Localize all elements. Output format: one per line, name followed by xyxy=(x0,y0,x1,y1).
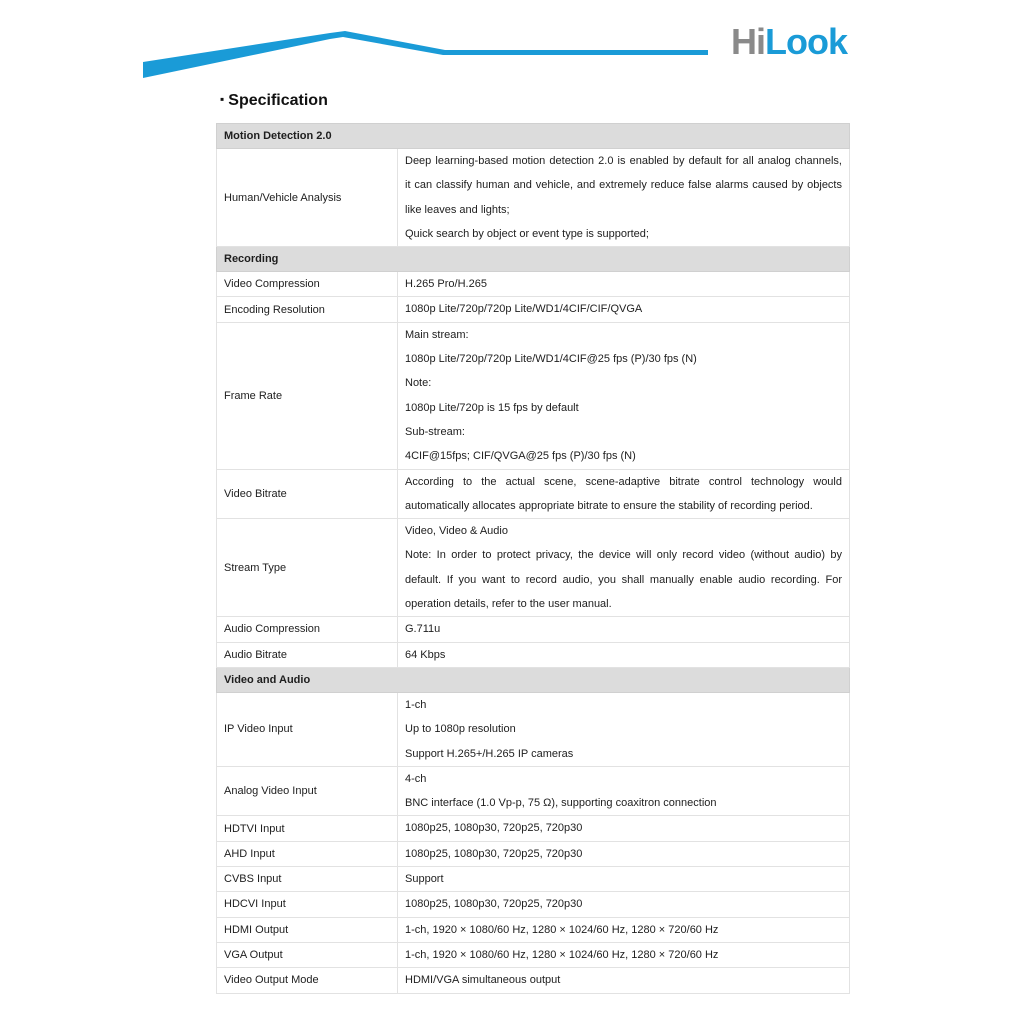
page-title: ▪ Specification xyxy=(220,92,328,109)
table-row xyxy=(217,519,850,617)
spec-value: 1-ch Up to 1080p resolution Support H.265+/H.265 IP cameras xyxy=(398,692,850,766)
section-header-motion-detection: Motion Detection 2.0 xyxy=(217,124,850,149)
table-row xyxy=(217,642,850,667)
spec-value: Video, Video & Audio Note: In order to protect privacy, the device will only record video (without audio) by default. If you want to record audio, you shall manually enable audio recording. For operation details, refer to the user manual. xyxy=(398,519,850,617)
spec-label: Video Bitrate xyxy=(217,469,398,519)
spec-value: 1-ch, 1920 × 1080/60 Hz, 1280 × 1024/60 Hz, 1280 × 720/60 Hz xyxy=(398,917,850,942)
specification-table xyxy=(216,123,850,994)
table-row xyxy=(217,968,850,993)
spec-label: HDCVI Input xyxy=(217,892,398,917)
spec-value: 4-ch BNC interface (1.0 Vp-p, 75 Ω), supporting coaxitron connection xyxy=(398,766,850,816)
table-row xyxy=(217,867,850,892)
spec-label: Video Output Mode xyxy=(217,968,398,993)
header-banner-graphic xyxy=(0,0,720,90)
table-row xyxy=(217,617,850,642)
spec-label: HDMI Output xyxy=(217,917,398,942)
spec-label: CVBS Input xyxy=(217,867,398,892)
table-row xyxy=(217,322,850,469)
table-row xyxy=(217,692,850,766)
hilook-logo: HiLook xyxy=(731,21,847,62)
spec-value: H.265 Pro/H.265 xyxy=(398,272,850,297)
spec-label: Audio Bitrate xyxy=(217,642,398,667)
spec-value: 64 Kbps xyxy=(398,642,850,667)
spec-label: Audio Compression xyxy=(217,617,398,642)
table-row xyxy=(217,469,850,519)
table-row xyxy=(217,272,850,297)
section-header-video-and-audio: Video and Audio xyxy=(217,667,850,692)
table-row xyxy=(217,816,850,841)
spec-value: 1-ch, 1920 × 1080/60 Hz, 1280 × 1024/60 Hz, 1280 × 720/60 Hz xyxy=(398,942,850,967)
table-row xyxy=(217,892,850,917)
spec-label: Analog Video Input xyxy=(217,766,398,816)
spec-label: Frame Rate xyxy=(217,322,398,469)
spec-label: AHD Input xyxy=(217,841,398,866)
spec-value: 1080p25, 1080p30, 720p25, 720p30 xyxy=(398,841,850,866)
spec-label: Video Compression xyxy=(217,272,398,297)
spec-value: G.711u xyxy=(398,617,850,642)
section-header-recording: Recording xyxy=(217,247,850,272)
spec-value: According to the actual scene, scene-adaptive bitrate control technology would automatically allocates appropriate bitrate to ensure the stability of recording period. xyxy=(398,469,850,519)
table-row xyxy=(217,841,850,866)
spec-value: Main stream: 1080p Lite/720p/720p Lite/WD1/4CIF@25 fps (P)/30 fps (N) Note: 1080p Lite/720p is 15 fps by default Sub-stream: 4CIF@15fps; CIF/QVGA@25 fps (P)/30 fps (N) xyxy=(398,322,850,469)
spec-value: Deep learning-based motion detection 2.0 is enabled by default for all analog channels, it can classify human and vehicle, and extremely reduce false alarms caused by objects like leaves and lights; Quick search by object or event type is supported; xyxy=(398,149,850,247)
spec-label: IP Video Input xyxy=(217,692,398,766)
spec-label: Stream Type xyxy=(217,519,398,617)
table-row xyxy=(217,942,850,967)
spec-label: VGA Output xyxy=(217,942,398,967)
table-row xyxy=(217,297,850,322)
table-row xyxy=(217,766,850,816)
spec-value: 1080p25, 1080p30, 720p25, 720p30 xyxy=(398,892,850,917)
spec-label: HDTVI Input xyxy=(217,816,398,841)
spec-value: HDMI/VGA simultaneous output xyxy=(398,968,850,993)
spec-value: 1080p25, 1080p30, 720p25, 720p30 xyxy=(398,816,850,841)
spec-value: Support xyxy=(398,867,850,892)
spec-label: Human/Vehicle Analysis xyxy=(217,149,398,247)
table-row xyxy=(217,149,850,247)
spec-label: Encoding Resolution xyxy=(217,297,398,322)
table-row xyxy=(217,917,850,942)
spec-value: 1080p Lite/720p/720p Lite/WD1/4CIF/CIF/QVGA xyxy=(398,297,850,322)
